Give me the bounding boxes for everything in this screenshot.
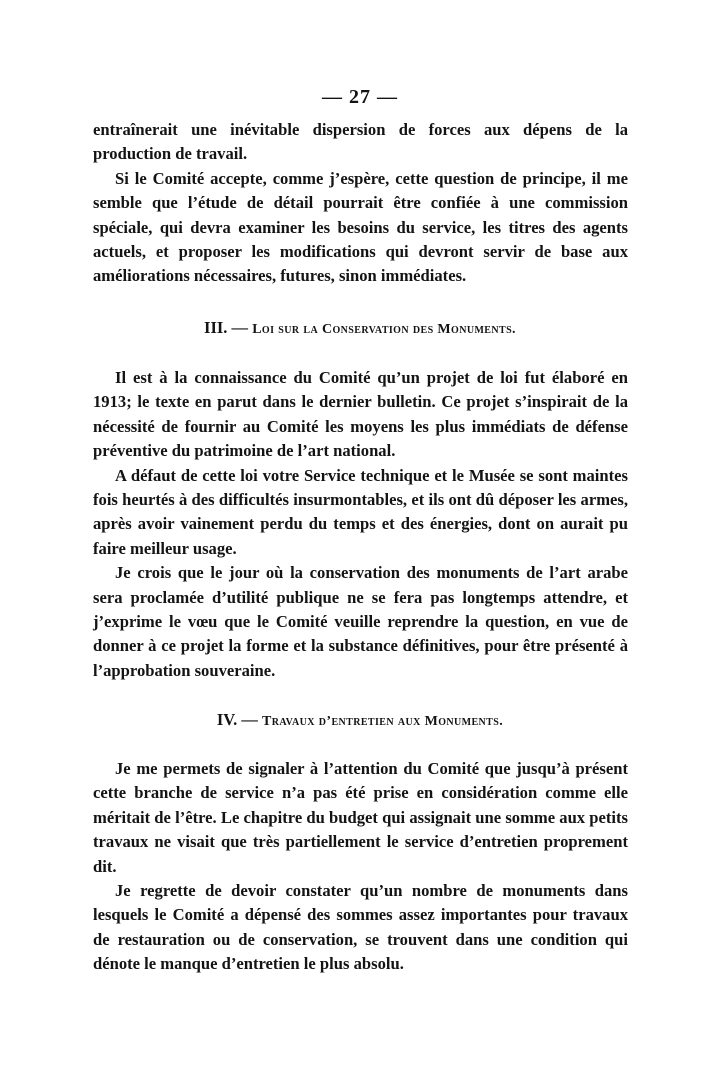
section-heading-iii (0, 318, 720, 338)
paragraph: Je me permets de signaler à l’attention du Comité que jusqu’à présent cette branche de service n’a pas été prise en considération comme elle méritait de l’être. Le chapitre du budget qui assignait une somme aux petits travaux ne visait que très partiellement le service d’entretien proprement dit. (93, 759, 628, 876)
intro-text (93, 118, 628, 289)
paragraph: A défaut de cette loi votre Service technique et le Musée se sont maintes fois heurtés à des difficultés insurmontables, et ils ont dû déposer les armes, après avoir vainement perdu du temps et des énergies, dont on aurait pu faire meilleur usage. (93, 465, 628, 558)
page-number: — 27 — (322, 86, 398, 108)
section-numeral: III. — (204, 318, 249, 337)
paragraph: Je regrette de devoir constater qu’un nombre de monuments dans lesquels le Comité a dépensé des sommes assez importantes pour travaux de restauration ou de conservation, se trouvent dans une condition qui dénote le manque d’entretien le plus absolu. (93, 881, 628, 974)
paragraph: entraînerait une inévitable dispersion de forces aux dépens de la production de travail. (93, 120, 628, 164)
section-numeral: IV. — (216, 710, 258, 729)
section-title: Loi sur la Conservation des Monuments. (252, 322, 516, 337)
paragraph: Il est à la connaissance du Comité qu’un projet de loi fut élaboré en 1913; le texte en parut dans le dernier bulletin. Ce projet s’inspirait de la nécessité de fournir au Comité les moyens les plus immédiats de défense préventive du patrimoine de l’art national. (93, 368, 628, 461)
section-heading-iv (0, 710, 720, 730)
paragraph: Si le Comité accepte, comme j’espère, cette question de principe, il me semble que l’étude de détail pourrait être confiée à une commission spéciale, qui devra examiner les besoins du service, les titres des agents actuels, et proposer les modifications qui devront servir de base aux améliorations nécessaires, futures, sinon immédiates. (93, 168, 628, 286)
section-iii-text (93, 366, 628, 683)
section-title: Travaux d’entretien aux Monuments. (261, 714, 504, 729)
section-iv-text (93, 757, 628, 977)
paragraph: Je crois que le jour où la conservation des monuments de l’art arabe sera proclamée d’utilité publique ne se fera pas longtemps attendre, et j’exprime le vœu que le Comité veuille reprendre la question, en vue de donner à ce projet la forme et la substance définitives, pour être présenté à l’approbation souveraine. (93, 563, 628, 680)
